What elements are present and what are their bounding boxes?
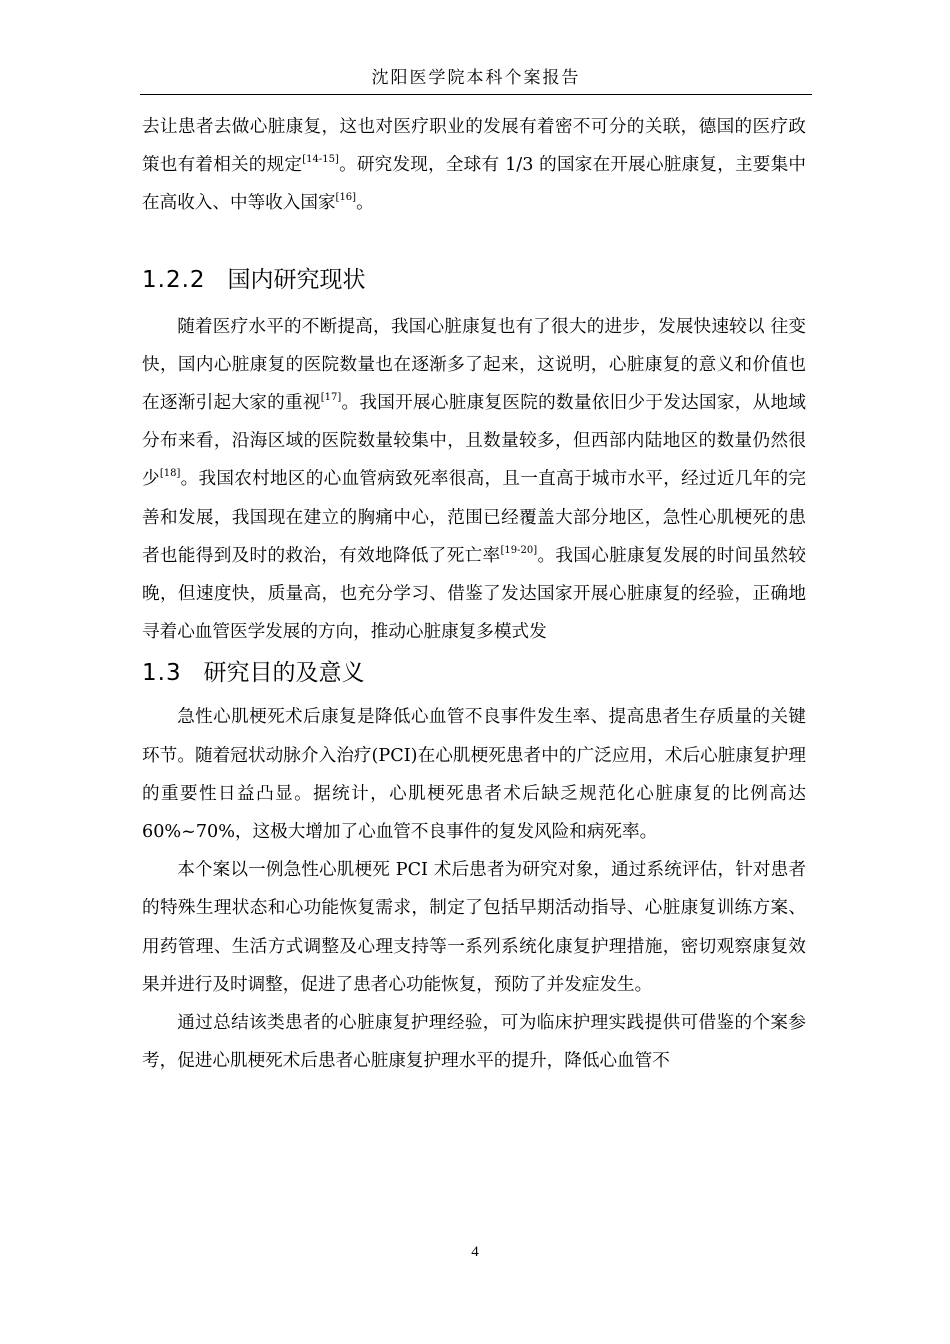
paragraph-domestic-status bbox=[142, 308, 806, 652]
text-run: 。我国农村地区的心血管病致死率很高，且一直高于城市水平，经过近几年的完善和发展，我国现在建立的胸痛中心，范围已经覆盖大部分地区，急性心肌梗死的患者也能得到及时的救治，有效地降低了死亡率 bbox=[142, 469, 806, 566]
citation: [16] bbox=[335, 192, 357, 204]
citation: [17] bbox=[320, 392, 342, 404]
running-header: 沈阳医学院本科个案报告 bbox=[371, 68, 581, 88]
citation: [19-20] bbox=[500, 544, 538, 556]
section-heading-1-2-2 bbox=[142, 260, 806, 300]
section-heading-1-3 bbox=[142, 653, 806, 693]
paragraph-purpose-3: 通过总结该类患者的心脏康复护理经验，可为临床护理实践提供可借鉴的个案参考，促进心肌梗死术后患者心脏康复护理水平的提升，降低心血管不 bbox=[142, 1013, 806, 1072]
text-run: 。研究发现，全球有 1/3 的国家在开展心脏康复，主要集中在高收入、中等收入国家 bbox=[142, 155, 806, 214]
paragraph-purpose-2: 本个案以一例急性心肌梗死 PCI 术后患者为研究对象，通过系统评估，针对患者的特殊生理状态和心功能恢复需求，制定了包括早期活动指导、心脏康复训练方案、用药管理、生活方式调整及心理支持等一系列系统化康复护理措施，密切观察康复效果并进行及时调整，促进了患者心功能恢复，预防了并发症发生。 bbox=[142, 860, 806, 995]
paragraph-intro-continued bbox=[142, 108, 806, 223]
citation: [18] bbox=[159, 468, 181, 480]
section-title: 国内研究现状 bbox=[227, 266, 366, 293]
text-run: 去让患者去做心脏康复，这也对医疗职业的发展有着密不可分的关联，德国的医疗政策也有着相关的规定 bbox=[142, 117, 806, 176]
section-title: 研究目的及意义 bbox=[203, 660, 365, 687]
document-body bbox=[142, 108, 806, 1080]
section-number: 1.2.2 bbox=[142, 266, 206, 293]
text-run: 随着医疗水平的不断提高，我国心脏康复也有了很大的进步，发展快速较以 往变快，国内心脏康复的医院数量也在逐渐多了起来，这说明，心脏康复的意义和价值也在逐渐引起大家的重视 bbox=[142, 316, 806, 414]
text-run: 。 bbox=[356, 193, 374, 214]
header-rule bbox=[140, 94, 812, 95]
paragraph-purpose-1: 急性心肌梗死术后康复是降低心血管不良事件发生率、提高患者生存质量的关键环节。随着冠状动脉介入治疗(PCI)在心肌梗死患者中的广泛应用，术后心脏康复护理的重要性日益凸显。据统计，心肌梗死患者术后缺乏规范化心脏康复的比例高达 60%~70%，这极大增加了心血管不良事件的复发风险和病死率。 bbox=[142, 707, 806, 843]
text-run: 。我国心脏康复发展的时间虽然较晚，但速度快，质量高，也充分学习、借鉴了发达国家开展心脏康复的经验，正确地寻着心血管医学发展的方向，推动心脏康复多模式发 bbox=[142, 545, 806, 643]
text-run: 。我国开展心脏康复医院的数量依旧少于发达国家，从地域分布来看，沿海区域的医院数量较集中，且数量较多，但西部内陆地区的数量仍然很少 bbox=[142, 393, 806, 490]
citation: [14-15] bbox=[302, 154, 339, 166]
section-number: 1.3 bbox=[142, 660, 182, 687]
page-number: 4 bbox=[471, 1244, 479, 1260]
